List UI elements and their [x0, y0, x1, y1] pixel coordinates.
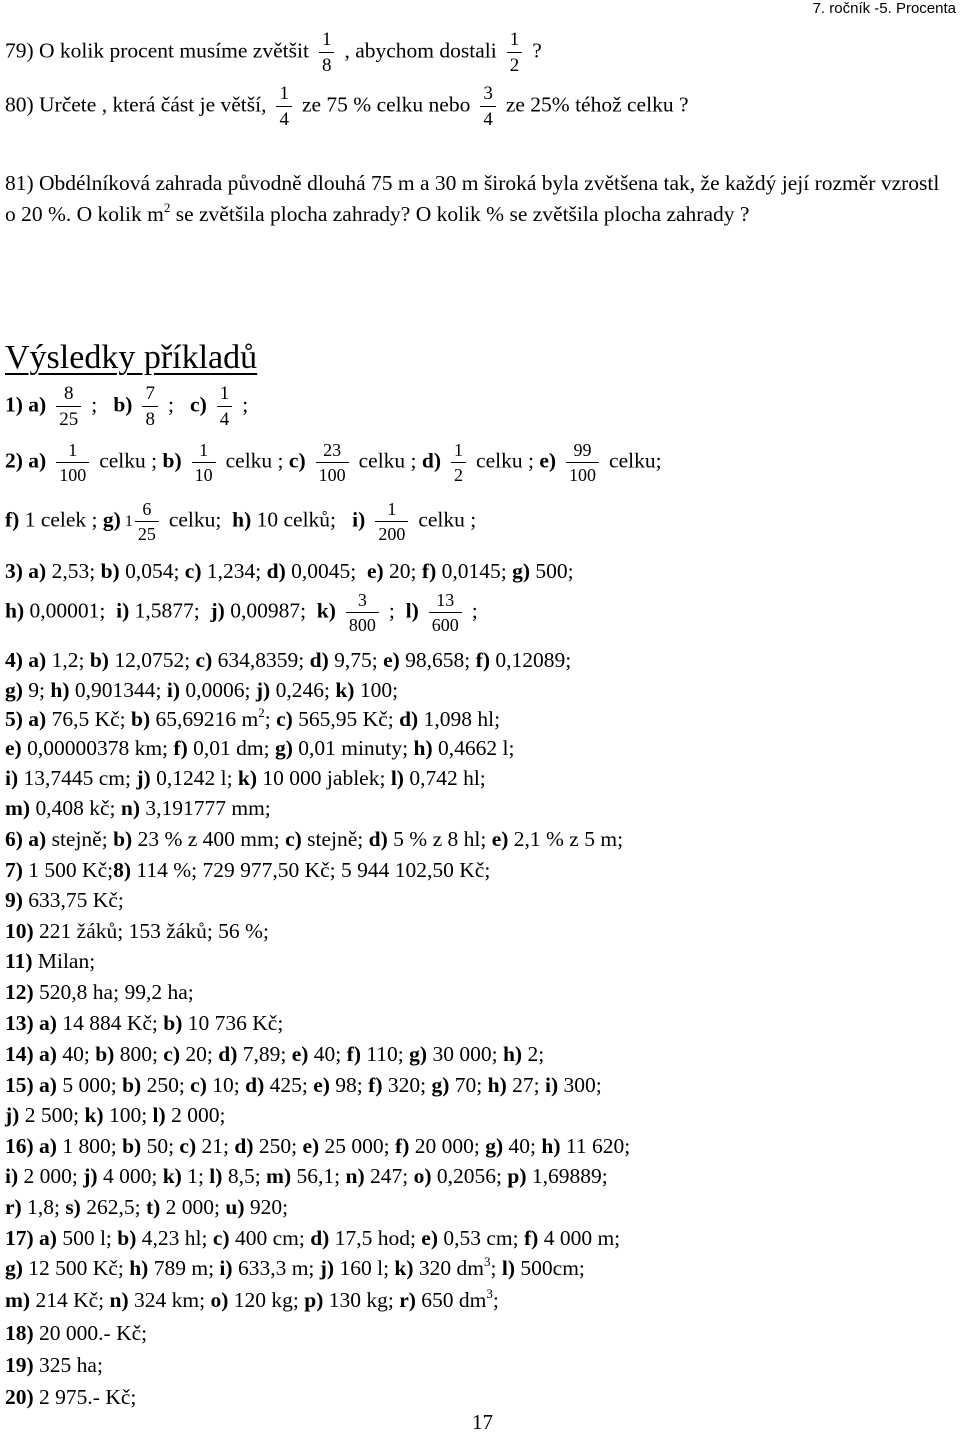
result-line [5, 829, 623, 851]
result-label: 16) a) [5, 1134, 57, 1158]
fraction: $\frac{3}{800}$ [346, 591, 379, 634]
result-label: g) [431, 1073, 450, 1097]
result-label: r) [5, 1195, 22, 1219]
result-line [5, 1387, 136, 1409]
result-label: f) [173, 736, 188, 760]
result-label: f) [368, 1073, 383, 1097]
result-label: e) [302, 1134, 320, 1158]
superscript: 2 [258, 705, 265, 720]
result-value: 21; [196, 1134, 235, 1158]
result-value: 114 %; 729 977,50 Kč; 5 944 102,50 Kč; [131, 858, 491, 882]
result-line [5, 650, 571, 672]
result-value: 1 500 Kč; [22, 858, 114, 882]
result-value: 2 500; [19, 1103, 85, 1127]
result-label: d) [218, 1042, 238, 1066]
result-value: 23 % z 400 mm; [132, 827, 286, 851]
result-label: k) [237, 766, 258, 790]
result-label: k) [335, 678, 355, 702]
result-value: 1 800; [56, 1134, 123, 1158]
result-label: h) [413, 736, 433, 760]
result-line [5, 1254, 585, 1280]
result-label: h) [541, 1134, 561, 1158]
result-2: 2) a) $\frac{1}{100}$ celku ; b) $\frac{1}{10}$ celku ; c) $\frac{23}{100}$ celku ; d) $\frac{1}{2}$ celku ; e) $\frac{99}{100}$ celku; [5, 440, 662, 485]
result-label: f) [395, 1134, 410, 1158]
result-3: 3) a) 2,53; b) 0,054; c) 1,234; d) 0,0045; e) 20; f) 0,0145; g) 500; [5, 559, 574, 583]
result-label: j) [5, 1103, 20, 1127]
page-number: 17 [472, 1410, 493, 1434]
result-label: c) [285, 827, 302, 851]
result-label: h) [129, 1256, 149, 1280]
result-label: b) [113, 827, 133, 851]
result-value: 1; [181, 1164, 210, 1188]
result-line [5, 1136, 630, 1158]
result-value: 20 000.- Kč; [33, 1321, 148, 1345]
result-label: 18) [5, 1321, 34, 1345]
result-label: 9) [5, 888, 23, 912]
result-label: n) [120, 796, 140, 820]
result-label: k) [162, 1164, 182, 1188]
result-value: 5 000; [56, 1073, 123, 1097]
result-line [5, 1166, 608, 1188]
result-value: 500 l; [56, 1226, 118, 1250]
result-label: i) [219, 1256, 233, 1280]
result-label: r) [399, 1288, 416, 1312]
result-label: 8) [113, 858, 132, 882]
result-line [5, 1286, 499, 1312]
fraction: $\frac{1}{2}$ [507, 30, 523, 75]
fraction: $\frac{1}{2}$ [451, 441, 466, 484]
result-label: j) [255, 678, 271, 702]
result-value: 13,7445 cm; [18, 766, 137, 790]
result-label: j) [136, 766, 151, 790]
result-line [5, 1228, 620, 1250]
result-value: 0,4662 l; [432, 736, 515, 760]
result-value: Milan; [32, 949, 96, 973]
fraction: $\frac{99}{100}$ [566, 441, 599, 484]
result-label: c) [195, 648, 213, 672]
result-value: 12 500 Kč; [22, 1256, 130, 1280]
result-label: e) [291, 1042, 309, 1066]
result-value: stejně; [46, 827, 114, 851]
result-value: 0,2056; [431, 1164, 508, 1188]
result-label: g) [5, 678, 23, 702]
result-value: 0,408 kč; [30, 796, 121, 820]
result-value: 0,0006; [180, 678, 256, 702]
result-label: g) [274, 736, 293, 760]
result-value: 40; [56, 1042, 96, 1066]
result-value: 100; [103, 1103, 153, 1127]
result-value: 10; [206, 1073, 246, 1097]
result-value: ; [490, 1256, 502, 1280]
result-value: 1,8; [21, 1195, 66, 1219]
result-label: l) [501, 1256, 516, 1280]
result-line [5, 798, 271, 820]
result-label: 20) [5, 1385, 34, 1409]
result-value: 14 884 Kč; [56, 1011, 164, 1035]
fraction: $\frac{8}{25}$ [56, 384, 81, 429]
result-value: 10 000 jablek; [257, 766, 391, 790]
result-value: 3,191777 mm; [139, 796, 271, 820]
result-label: b) [117, 1226, 137, 1250]
result-value: 7,89; [237, 1042, 292, 1066]
result-value: 11 620; [560, 1134, 631, 1158]
result-value: 633,3 m; [232, 1256, 320, 1280]
result-line [5, 1044, 544, 1066]
page-header: 7. ročník -5. Procenta [812, 0, 956, 17]
result-line [5, 982, 194, 1004]
result-line [5, 1105, 225, 1127]
result-value: 110; [360, 1042, 410, 1066]
fraction: $\frac{13}{600}$ [429, 591, 462, 634]
result-line [5, 921, 269, 943]
result-label: n) [345, 1164, 365, 1188]
result-value: 30 000; [427, 1042, 503, 1066]
result-label: b) [163, 1011, 183, 1035]
result-value: 2,1 % z 5 m; [508, 827, 624, 851]
result-label: c) [163, 1042, 180, 1066]
result-value: 20 000; [409, 1134, 486, 1158]
result-3-continued: h) 0,00001; i) 1,5877; j) 0,00987; k) $\frac{3}{800}$ ; l) $\frac{13}{600}$ ; [5, 590, 478, 635]
result-label: o) [413, 1164, 432, 1188]
fraction: $\frac{23}{100}$ [316, 441, 349, 484]
result-value: 634,8359; [212, 648, 310, 672]
fraction: $\frac{1}{200}$ [375, 500, 408, 543]
result-label: j) [319, 1256, 335, 1280]
result-value: ; [264, 707, 277, 731]
superscript: 3 [486, 1286, 493, 1301]
result-line [5, 705, 501, 731]
result-value: 250; [253, 1134, 303, 1158]
result-label: 11) [5, 949, 33, 973]
result-value: 2 000; [165, 1103, 226, 1127]
result-label: g) [5, 1256, 23, 1280]
result-value: 1,2; [46, 648, 90, 672]
result-label: f) [475, 648, 490, 672]
result-value: 0,01 minuty; [292, 736, 414, 760]
result-value: ; [492, 1288, 499, 1312]
result-label: l) [152, 1103, 166, 1127]
result-label: h) [502, 1042, 523, 1066]
question-81: 81) Obdélníková zahrada původně dlouhá 75 m a 30 m široká byla zvětšena tak, že každý její rozměr vzrostl o 20 %. O kolik $m^2$ se zvětšila plocha zahrady? O kolik % se zvětšila plocha zahrady ? [5, 171, 940, 226]
result-value: 300; [558, 1073, 602, 1097]
result-value: 0,53 cm; [438, 1226, 524, 1250]
result-value: 4 000; [97, 1164, 163, 1188]
result-value: 633,75 Kč; [22, 888, 124, 912]
result-value: 40; [308, 1042, 347, 1066]
result-value: 27; [506, 1073, 545, 1097]
question-79: 79) O kolik procent musíme zvětšit $\frac{1}{8}$ , abychom dostali $\frac{1}{2}$ ? [5, 29, 542, 76]
result-label: d) [234, 1134, 254, 1158]
result-value: 10 736 Kč; [182, 1011, 284, 1035]
result-value: 0,01 dm; [187, 736, 275, 760]
result-label: d) [310, 1226, 330, 1250]
result-value: 50; [141, 1134, 180, 1158]
result-value: 1,69889; [526, 1164, 608, 1188]
result-line [5, 1197, 288, 1219]
result-value: 250; [141, 1073, 191, 1097]
result-label: e) [491, 827, 509, 851]
result-label: 15) a) [5, 1073, 57, 1097]
result-value: 65,69216 m [150, 707, 259, 731]
result-value: 2 975.- Kč; [33, 1385, 137, 1409]
result-value: 70; [449, 1073, 488, 1097]
result-value: 1,098 hl; [418, 707, 501, 731]
result-value: 520,8 ha; 99,2 ha; [33, 980, 194, 1004]
results-heading: Výsledky příkladů [5, 339, 258, 376]
result-label: 7) [5, 858, 23, 882]
result-value: 8,5; [222, 1164, 267, 1188]
result-value: 4 000 m; [538, 1226, 621, 1250]
result-label: m) [5, 796, 31, 820]
result-value: 800; [114, 1042, 164, 1066]
result-label: 19) [5, 1353, 34, 1377]
result-label: m) [266, 1164, 292, 1188]
result-value: 2; [522, 1042, 545, 1066]
result-label: o) [210, 1288, 229, 1312]
result-label: b) [89, 648, 109, 672]
result-value: 9; [22, 678, 51, 702]
result-value: 650 dm [415, 1288, 487, 1312]
result-value: 0,742 hl; [403, 766, 486, 790]
result-value: 5 % z 8 hl; [387, 827, 492, 851]
result-value: 100; [354, 678, 399, 702]
result-value: 221 žáků; 153 žáků; 56 %; [33, 919, 269, 943]
result-line [5, 1075, 602, 1097]
result-label: b) [122, 1073, 142, 1097]
result-label: i) [5, 1164, 19, 1188]
result-value: 262,5; [80, 1195, 146, 1219]
result-label: 4) a) [5, 648, 47, 672]
result-value: 130 kg; [323, 1288, 400, 1312]
result-value: 4,23 hl; [136, 1226, 213, 1250]
result-value: stejně; [301, 827, 369, 851]
result-label: p) [304, 1288, 324, 1312]
fraction: $\frac{1}{100}$ [56, 441, 89, 484]
result-label: d) [309, 648, 329, 672]
result-label: s) [65, 1195, 81, 1219]
result-label: c) [179, 1134, 197, 1158]
result-label: 17) a) [5, 1226, 57, 1250]
superscript: 3 [484, 1254, 491, 1269]
result-label: f) [346, 1042, 361, 1066]
fraction: $\frac{1}{4}$ [217, 384, 233, 429]
result-label: e) [421, 1226, 438, 1250]
fraction: $\frac{1}{8}$ [319, 30, 335, 75]
result-value: 98; [329, 1073, 369, 1097]
result-label: p) [507, 1164, 527, 1188]
result-label: j) [83, 1164, 98, 1188]
fraction: $\frac{3}{4}$ [480, 84, 496, 129]
question-80: 80) Určete , která část je větší, $\frac{1}{4}$ ze 75 % celku nebo $\frac{3}{4}$ ze 25% téhož celku ? [5, 83, 689, 130]
result-value: 320; [382, 1073, 432, 1097]
result-line [5, 860, 490, 882]
result-line [5, 1323, 147, 1345]
result-value: 20; [180, 1042, 219, 1066]
result-line [5, 1355, 103, 1377]
result-value: 25 000; [319, 1134, 396, 1158]
result-value: 17,5 hod; [329, 1226, 422, 1250]
result-value: 400 cm; [229, 1226, 311, 1250]
result-label: c) [190, 1073, 207, 1097]
mixed-number-whole: 1 [124, 512, 133, 530]
result-label: k) [84, 1103, 104, 1127]
result-label: e) [383, 648, 400, 672]
result-label: i) [166, 678, 181, 702]
result-value: 214 Kč; [30, 1288, 110, 1312]
result-label: g) [485, 1134, 504, 1158]
fraction: $\frac{1}{4}$ [276, 84, 292, 129]
result-value: 0,246; [270, 678, 336, 702]
result-value: 789 m; [148, 1256, 220, 1280]
result-label: h) [50, 678, 70, 702]
result-value: 0,1242 l; [150, 766, 238, 790]
result-value: 56,1; [291, 1164, 346, 1188]
result-label: 6) a) [5, 827, 47, 851]
result-label: 13) a) [5, 1011, 57, 1035]
result-label: 14) a) [5, 1042, 57, 1066]
result-line [5, 951, 95, 973]
result-1: 1) a) $\frac{8}{25}$ ; b) $\frac{7}{8}$ ; c) $\frac{1}{4}$ ; [5, 383, 249, 430]
result-label: c) [276, 707, 293, 731]
fraction: $\frac{1}{10}$ [192, 441, 216, 484]
result-label: i) [5, 766, 19, 790]
result-label: l) [390, 766, 404, 790]
result-line [5, 890, 124, 912]
result-value: 2 000; [160, 1195, 226, 1219]
result-value: 9,75; [328, 648, 384, 672]
result-label: 10) [5, 919, 34, 943]
result-label: i) [544, 1073, 559, 1097]
result-value: 160 l; [334, 1256, 395, 1280]
result-label: d) [245, 1073, 265, 1097]
result-line [5, 738, 514, 760]
result-2-continued: f) 1 celek ; g) 1 $\frac{6}{25}$ celku; h) 10 celků; i) $\frac{1}{200}$ celku ; [5, 499, 477, 544]
fraction: $\frac{6}{25}$ [135, 500, 159, 543]
result-value: 0,00000378 km; [21, 736, 174, 760]
result-value: 120 kg; [228, 1288, 305, 1312]
result-value: 247; [364, 1164, 414, 1188]
result-label: f) [524, 1226, 539, 1250]
result-value: 425; [264, 1073, 314, 1097]
result-label: l) [209, 1164, 223, 1188]
result-label: u) [225, 1195, 245, 1219]
result-label: 12) [5, 980, 34, 1004]
result-label: g) [409, 1042, 428, 1066]
result-label: b) [122, 1134, 142, 1158]
result-label: k) [394, 1256, 414, 1280]
result-value: 0,12089; [489, 648, 572, 672]
result-value: 12,0752; [108, 648, 196, 672]
result-value: 2 000; [18, 1164, 84, 1188]
result-label: 5) a) [5, 707, 47, 731]
result-label: n) [109, 1288, 129, 1312]
result-value: 40; [503, 1134, 542, 1158]
result-label: h) [487, 1073, 507, 1097]
result-label: d) [368, 827, 388, 851]
result-value: 920; [244, 1195, 289, 1219]
result-value: 320 dm [413, 1256, 485, 1280]
result-value: 325 ha; [33, 1353, 103, 1377]
result-value: 0,901344; [69, 678, 167, 702]
result-line [5, 768, 486, 790]
fraction: $\frac{7}{8}$ [142, 384, 158, 429]
result-label: b) [95, 1042, 115, 1066]
result-line [5, 680, 398, 702]
result-label: m) [5, 1288, 31, 1312]
result-line [5, 1013, 283, 1035]
result-label: t) [145, 1195, 161, 1219]
result-value: 500cm; [515, 1256, 585, 1280]
result-label: d) [399, 707, 419, 731]
result-value: 324 km; [128, 1288, 211, 1312]
result-label: b) [131, 707, 151, 731]
result-label: c) [212, 1226, 230, 1250]
result-value: 565,95 Kč; [292, 707, 400, 731]
result-label: e) [313, 1073, 330, 1097]
result-value: 76,5 Kč; [46, 707, 131, 731]
result-value: 98,658; [399, 648, 476, 672]
result-label: e) [5, 736, 22, 760]
